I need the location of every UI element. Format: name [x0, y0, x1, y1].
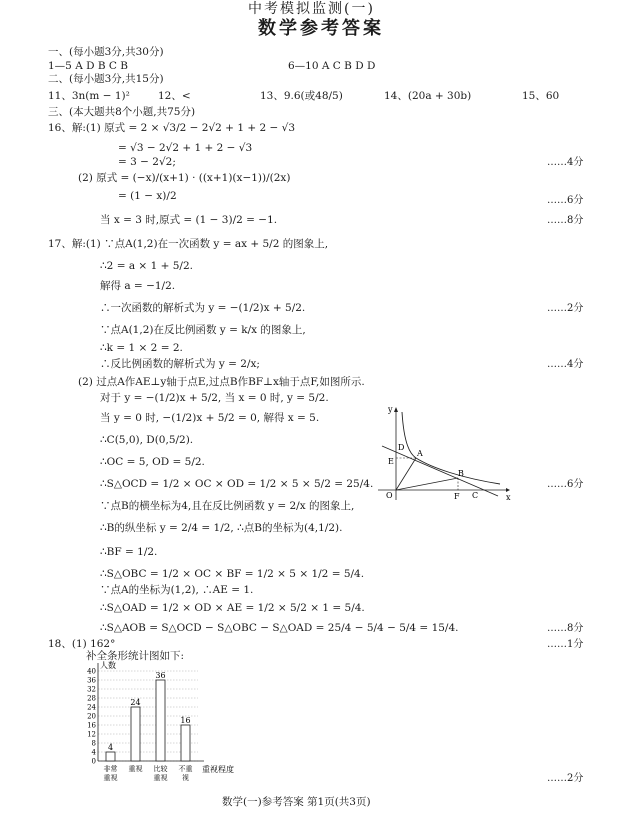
chart-ytick-label: 32: [87, 685, 96, 694]
q17-line1: 17、解:(1) ∵点A(1,2)在一次函数 y = ax + 5/2 的图象上,: [48, 238, 329, 250]
q18-score-1: ……1分: [547, 639, 584, 650]
chart-bar: [181, 725, 190, 761]
chart-ytick-label: 20: [87, 712, 96, 721]
chart-data-label: 16: [180, 716, 191, 725]
chart-category-label: 比较: [153, 765, 168, 773]
q18-score-2: ……2分: [547, 773, 584, 784]
y-axis-arrow: [394, 407, 398, 412]
chart-ytick-label: 40: [87, 667, 96, 676]
answer-13: 13、9.6(或48/5): [260, 90, 343, 102]
q17-line6: ∴k = 1 × 2 = 2.: [100, 342, 183, 354]
chart-data-label: 24: [130, 698, 141, 707]
chart-ytick-label: 24: [87, 703, 96, 712]
q17-score-2: ……2分: [547, 303, 584, 314]
q17-line3: 解得 a = −1/2.: [100, 280, 176, 292]
chart-ytick-label: 4: [91, 748, 96, 757]
linear-function-line: [382, 446, 498, 496]
q17-line17: ∴S△OBC = 1/2 × OC × BF = 1/2 × 5 × 1/2 = 5/4.: [100, 568, 365, 580]
q17-line19: ∴S△OAD = 1/2 × OD × AE = 1/2 × 5/2 × 1 = 5/4.: [100, 602, 365, 614]
q17-line11: ∴C(5,0), D(0,5/2).: [100, 434, 194, 446]
label-D: D: [398, 443, 405, 452]
q16-line3: = 3 − 2√2;: [118, 156, 176, 168]
answer-15: 15、60: [522, 90, 560, 102]
page-footer: 数学(一)参考答案 第1页(共3页): [222, 796, 371, 808]
chart-bar: [131, 707, 140, 761]
q17-line4: ∴一次函数的解析式为 y = −(1/2)x + 5/2.: [100, 302, 306, 314]
label-E: E: [388, 457, 394, 466]
q17-line18: ∵点A的坐标为(1,2), ∴AE = 1.: [100, 584, 254, 596]
label-A: A: [417, 449, 423, 458]
chart-ytick-label: 0: [91, 757, 96, 766]
q18-line2: 补全条形统计图如下:: [86, 650, 185, 662]
q17-line20: ∴S△AOB = S△OCD − S△OBC − S△OAD = 25/4 − 5/4 − 5/4 = 15/4.: [100, 622, 459, 634]
q17-line7: ∴反比例函数的解析式为 y = 2/x;: [100, 358, 260, 370]
q17-line12: ∴OC = 5, OD = 5/2.: [100, 456, 205, 468]
bar-chart: [82, 660, 252, 788]
q17-line5: ∵点A(1,2)在反比例函数 y = k/x 的图象上,: [100, 324, 306, 336]
q17-line10: 当 y = 0 时, −(1/2)x + 5/2 = 0, 解得 x = 5.: [100, 412, 320, 424]
chart-category-label-line2: 重视: [103, 774, 118, 782]
segment-OA: [396, 458, 416, 490]
q18-line1: 18、(1) 162°: [48, 638, 116, 650]
exam-title: 中考模拟监测(一): [248, 1, 375, 17]
q17-score-4: ……4分: [547, 359, 584, 370]
answer-11: 11、3n(m − 1)²: [48, 90, 130, 102]
chart-ytick-label: 8: [91, 739, 96, 748]
answer-12: 12、<: [158, 90, 191, 102]
q17-line13: ∴S△OCD = 1/2 × OC × OD = 1/2 × 5 × 5/2 = 25/4.: [100, 478, 374, 490]
answer-14: 14、(20a + 30b): [384, 90, 472, 102]
q17-line8: (2) 过点A作AE⊥y轴于点E,过点B作BF⊥x轴于点F,如图所示.: [78, 376, 365, 388]
label-F: F: [454, 492, 460, 500]
chart-bar: [106, 752, 115, 761]
chart-category-label-line2: 重视: [153, 774, 168, 782]
q16-line4: (2) 原式 = (−x)/(x+1) · ((x+1)(x−1))/(2x): [78, 172, 291, 184]
chart-ytick-label: 28: [87, 694, 96, 703]
q17-line15: ∴B的纵坐标 y = 2/4 = 1/2, ∴点B的坐标为(4,1/2).: [100, 522, 343, 534]
q17-score-6: ……6分: [547, 479, 584, 490]
q17-line16: ∴BF = 1/2.: [100, 546, 158, 558]
chart-xlabel: 重视程度: [202, 765, 234, 774]
hyperbola-curve: [402, 412, 500, 484]
x-axis-arrow: [506, 488, 510, 492]
sec2-heading: 二、(每小题3分,共15分): [48, 73, 164, 85]
sec1-heading: 一、(每小题3分,共30分): [48, 46, 164, 58]
chart-ylabel: 人数: [100, 661, 116, 670]
chart-ytick-label: 36: [87, 676, 96, 685]
chart-ytick-label: 12: [87, 730, 96, 739]
q16-line1: 16、解:(1) 原式 = 2 × √3/2 − 2√2 + 1 + 2 − √3: [48, 122, 296, 134]
segment-OB: [396, 478, 458, 490]
chart-ytick-label: 16: [87, 721, 96, 730]
q16-line5: = (1 − x)/2: [118, 190, 177, 202]
chart-category-label: 重视: [128, 765, 143, 773]
q16-line2: = √3 − 2√2 + 1 + 2 − √3: [118, 142, 253, 154]
q16-score-8: ……8分: [547, 215, 584, 226]
sec1-answers-6-10: 6—10 A C B D D: [288, 60, 376, 72]
label-C: C: [472, 491, 479, 500]
sec3-heading: 三、(本大题共8个小题,共75分): [48, 106, 196, 118]
chart-data-label: 36: [155, 671, 166, 680]
sec1-answers-1-5: 1—5 A D B C B: [48, 60, 129, 72]
label-B: B: [458, 469, 464, 478]
label-x: x: [506, 493, 511, 500]
q17-score-8: ……8分: [547, 623, 584, 634]
q17-line9: 对于 y = −(1/2)x + 5/2, 当 x = 0 时, y = 5/2.: [100, 392, 329, 404]
q17-line2: ∴2 = a × 1 + 5/2.: [100, 260, 193, 272]
q16-score-6: ……6分: [547, 195, 584, 206]
q17-line14: ∵点B的横坐标为4,且在反比例函数 y = 2/x 的图象上,: [100, 500, 355, 512]
label-O: O: [386, 491, 393, 500]
answer-title: 数学参考答案: [258, 18, 384, 39]
q16-score-4: ……4分: [547, 157, 584, 168]
chart-bar: [156, 680, 165, 761]
q16-line6: 当 x = 3 时,原式 = (1 − 3)/2 = −1.: [100, 214, 278, 226]
chart-category-label: 不重: [178, 765, 193, 773]
function-graph-figure: [372, 404, 512, 500]
chart-category-label: 非常: [103, 765, 118, 773]
label-y: y: [388, 405, 393, 414]
chart-category-label-line2: 视: [182, 774, 189, 782]
chart-data-label: 4: [107, 743, 114, 752]
